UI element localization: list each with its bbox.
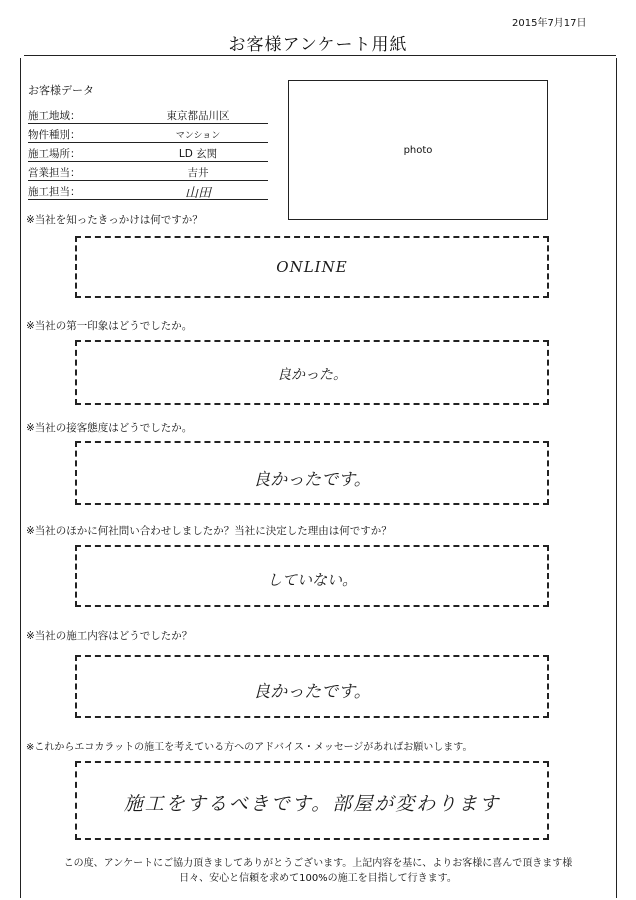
answer-6: 施工をするべきです。部屋が変わります <box>123 793 501 815</box>
survey-date: 2015年7月17日 <box>512 18 587 29</box>
answer-box-3 <box>75 441 549 505</box>
photo-label: photo <box>403 145 433 156</box>
info-row-property-type <box>28 125 268 143</box>
question-5: ※当社の施工内容はどうでしたか？ <box>26 630 193 642</box>
info-row-sales-rep <box>28 163 268 181</box>
info-value: マンション <box>175 131 221 141</box>
question-3: ※当社の接客態度はどうでしたか。 <box>26 422 193 434</box>
question-2: ※当社の第一印象はどうでしたか。 <box>26 320 193 332</box>
title-divider <box>24 55 616 56</box>
answer-box-5 <box>75 655 549 718</box>
info-label: 物件種別： <box>28 129 81 141</box>
info-label: 施工場所： <box>28 148 81 160</box>
info-label: 営業担当： <box>28 167 81 179</box>
info-value: 東京都品川区 <box>166 110 230 122</box>
question-4: ※当社のほかに何社問い合わせしましたか？当社に決定した理由は何ですか？ <box>26 525 392 537</box>
info-label: 施工担当： <box>28 186 81 198</box>
answer-box-6 <box>75 761 549 840</box>
footer-line-2: 日々、安心と信頼を求めて100%の施工を目指して行きます。 <box>179 873 457 884</box>
answer-4: していない。 <box>266 571 357 589</box>
question-6: ※これからエコカラットの施工を考えている方へのアドバイス・メッセージがあればお願いします。 <box>26 742 473 753</box>
answer-box-1 <box>75 236 549 298</box>
answer-1: ONLINE <box>276 258 348 276</box>
answer-box-2 <box>75 340 549 405</box>
customer-data-heading: お客様データ <box>28 84 94 97</box>
answer-box-4 <box>75 545 549 607</box>
info-row-location <box>28 144 268 162</box>
answer-2: 良かった。 <box>277 367 347 383</box>
answer-3: 良かったです。 <box>253 470 371 490</box>
footer-line-1: この度、アンケートにご協力頂きましてありがとうございます。上記内容を基に、よりお客様に喜んで頂きます様 <box>63 858 573 869</box>
info-value-handwritten: 山田 <box>184 186 211 201</box>
photo-placeholder <box>288 80 548 220</box>
info-label: 施工地域： <box>28 110 81 122</box>
info-value: 吉井 <box>187 167 209 179</box>
answer-5: 良かったです。 <box>253 682 371 702</box>
info-value: LD 玄関 <box>178 148 218 160</box>
info-row-area <box>28 106 268 124</box>
page-title: お客様アンケート用紙 <box>228 35 408 55</box>
question-1: ※当社を知ったきっかけは何ですか？ <box>26 214 203 226</box>
info-row-installer <box>28 182 268 200</box>
